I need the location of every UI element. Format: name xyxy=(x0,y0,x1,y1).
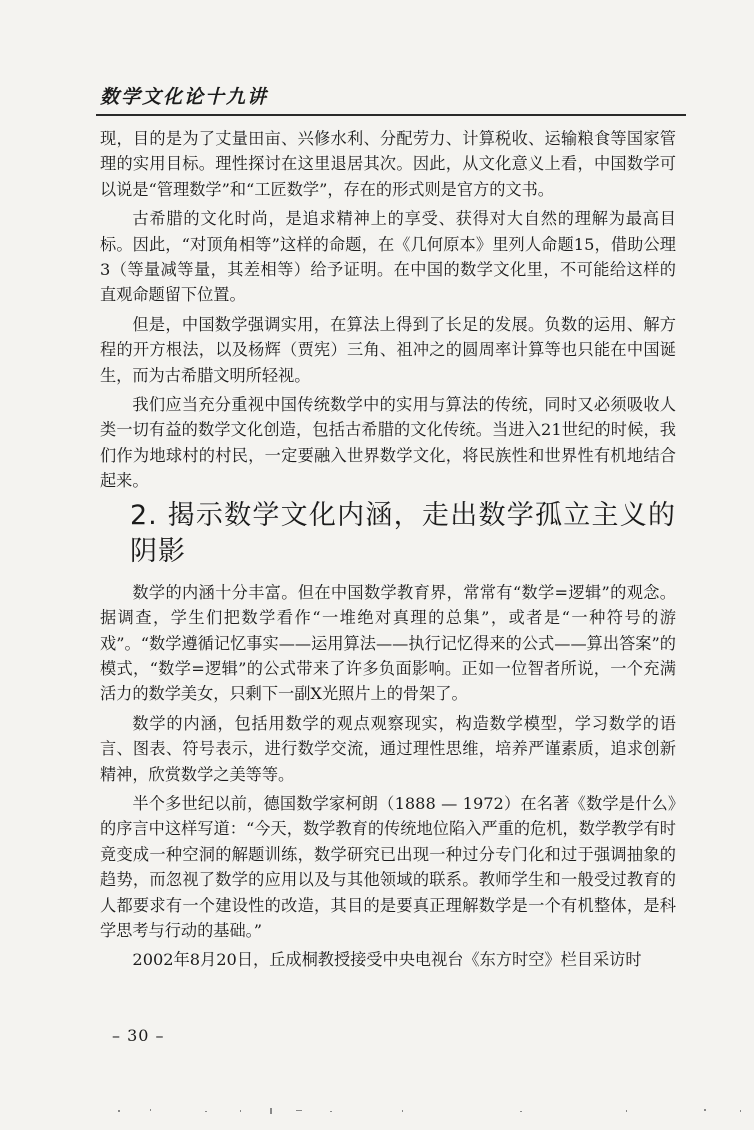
header-rule xyxy=(96,114,686,116)
running-head-title: 数学文化论十九讲 xyxy=(100,86,269,108)
paragraph: 2002年8月20日，丘成桐教授接受中央电视台《东方时空》栏目采访时 xyxy=(132,950,642,970)
scan-noise-decoration xyxy=(0,1100,754,1120)
section-heading: 2. 揭示数学文化内涵，走出数学孤立主义的阴影 xyxy=(130,499,676,567)
paragraph: 数学的内涵，包括用数学的观点观察现实，构造数学模型，学习数学的语言、图表、符号表示，进行数学交流，通过理性思维，培养严谨素质，追求创新精神，欣赏数学之美等等。 xyxy=(100,713,676,784)
paragraph: 我们应当充分重视中国传统数学中的实用与算法的传统，同时又必须吸收人类一切有益的数学文化创造，包括古希腊的文化传统。当进入21世纪的时候，我们作为地球村的村民，一定要融入世界数学文化，将民族性和世界性有机地结合起来。 xyxy=(100,395,676,491)
page-number: – 30 – xyxy=(112,1026,165,1045)
paragraph: 古希腊的文化时尚，是追求精神上的享受、获得对大自然的理解为最高目标。因此，“对顶角相等”这样的命题，在《几何原本》里列人命题15，借助公理3（等量减等量，其差相等）给予证明。在中国的数学文化里，不可能给这样的直观命题留下位置。 xyxy=(100,209,676,305)
body-text xyxy=(100,126,676,977)
paragraph: 现，目的是为了丈量田亩、兴修水利、分配劳力、计算税收、运输粮食等国家管理的实用目标。理性探讨在这里退居其次。因此，从文化意义上看，中国数学可以说是“管理数学”和“工匠数学”，存在的形式则是官方的文书。 xyxy=(100,129,676,199)
paragraph: 但是，中国数学强调实用，在算法上得到了长足的发展。负数的运用、解方程的开方根法，以及杨辉（贾宪）三角、祖冲之的圆周率计算等也只能在中国诞生，而为古希腊文明所轻视。 xyxy=(100,314,676,385)
paragraph: 半个多世纪以前，德国数学家柯朗（1888 — 1972）在名著《数学是什么》的序言中这样写道：“今天，数学教育的传统地位陷入严重的危机，数学教学有时竟变成一种空洞的解题训练，数学研究已出现一种过分专门化和过于强调抽象的趋势，而忽视了数学的应用以及与其他领域的联系。教师学生和一般受过教育的人都要求有一个建设性的改造，其目的是要真正理解数学是一个有机整体，是科学思考与行动的基础。” xyxy=(100,793,676,940)
paragraph: 数学的内涵十分丰富。但在中国数学教育界，常常有“数学=逻辑”的观念。据调查，学生们把数学看作“一堆绝对真理的总集”，或者是“一种符号的游戏”。“数学遵循记忆事实——运用算法——执行记忆得来的公式——算出答案”的模式，“数学=逻辑”的公式带来了许多负面影响。正如一位智者所说，一个充满活力的数学美女，只剩下一副X光照片上的骨架了。 xyxy=(100,582,676,704)
